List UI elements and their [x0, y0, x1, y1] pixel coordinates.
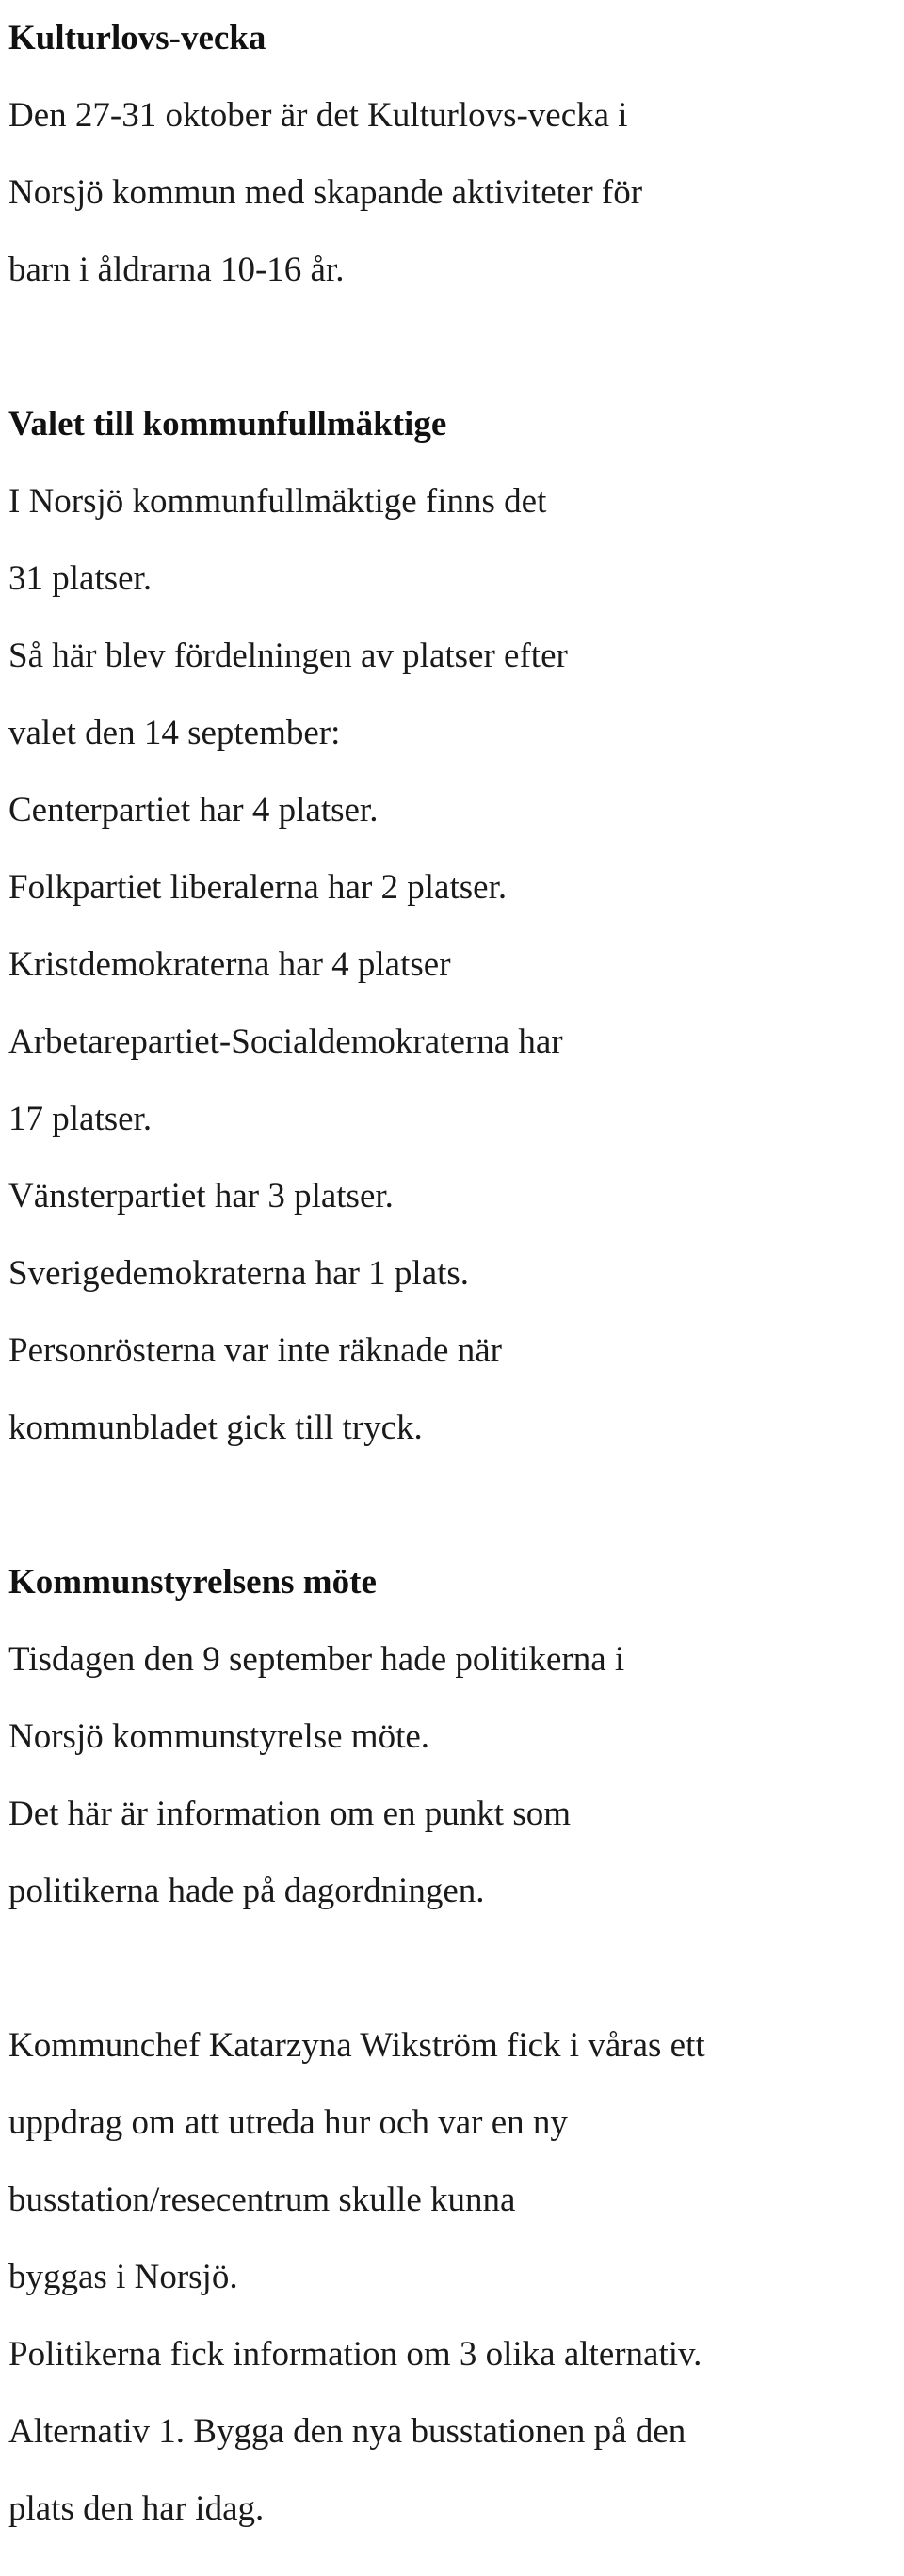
- section-heading: Valet till kommunfullmäktige: [8, 405, 447, 443]
- body-line: 31 platser.: [8, 559, 153, 598]
- body-line: byggas i Norsjö.: [8, 2258, 238, 2296]
- body-line: Tisdagen den 9 september hade politikerna i: [8, 1640, 625, 1679]
- section-kommunstyrelsens-mote: [8, 1544, 894, 1930]
- body-line: Norsjö kommunstyrelse möte.: [8, 1717, 430, 1756]
- body-line: Kommunchef Katarzyna Wikström fick i våras ett: [8, 2026, 705, 2065]
- paragraph-spacer: [8, 1930, 894, 2007]
- body-line: Det här är information om en punkt som: [8, 1795, 572, 1833]
- body-line: Personrösterna var inte räknade när: [8, 1331, 502, 1370]
- body-line: Vänsterpartiet har 3 platser.: [8, 1177, 394, 1216]
- body-line: Norsjö kommun med skapande aktiviteter för: [8, 173, 643, 212]
- document-page: [8, 0, 894, 2548]
- body-line: Alternativ 1. Bygga den nya busstationen på den: [8, 2412, 686, 2451]
- section-valet: [8, 386, 894, 1467]
- body-line: politikerna hade på dagordningen.: [8, 1872, 485, 1910]
- paragraph-busstation: [8, 2007, 894, 2548]
- body-line: I Norsjö kommunfullmäktige finns det: [8, 482, 547, 521]
- body-line: Den 27-31 oktober är det Kulturlovs-vecka i: [8, 96, 628, 135]
- body-line: busstation/resecentrum skulle kunna: [8, 2181, 516, 2219]
- body-line: Folkpartiet liberalerna har 2 platser.: [8, 868, 508, 907]
- body-line: Centerpartiet har 4 platser.: [8, 791, 379, 829]
- paragraph-spacer: [8, 309, 894, 386]
- body-line: Politikerna fick information om 3 olika alternativ.: [8, 2335, 702, 2374]
- body-line: plats den har idag.: [8, 2489, 265, 2528]
- body-line: Arbetarepartiet-Socialdemokraterna har: [8, 1022, 563, 1061]
- body-line: 17 platser.: [8, 1100, 153, 1138]
- body-line: kommunbladet gick till tryck.: [8, 1409, 423, 1447]
- body-line: Kristdemokraterna har 4 platser: [8, 945, 451, 984]
- body-line: uppdrag om att utreda hur och var en ny: [8, 2103, 568, 2142]
- paragraph-spacer: [8, 1467, 894, 1544]
- body-line: valet den 14 september:: [8, 714, 341, 752]
- section-heading: Kommunstyrelsens möte: [8, 1563, 377, 1602]
- body-line: barn i åldrarna 10-16 år.: [8, 250, 345, 289]
- section-heading: Kulturlovs-vecka: [8, 19, 266, 57]
- section-kulturlovs-vecka: [8, 0, 894, 309]
- body-line: Så här blev fördelningen av platser efter: [8, 636, 568, 675]
- body-line: Sverigedemokraterna har 1 plats.: [8, 1254, 470, 1293]
